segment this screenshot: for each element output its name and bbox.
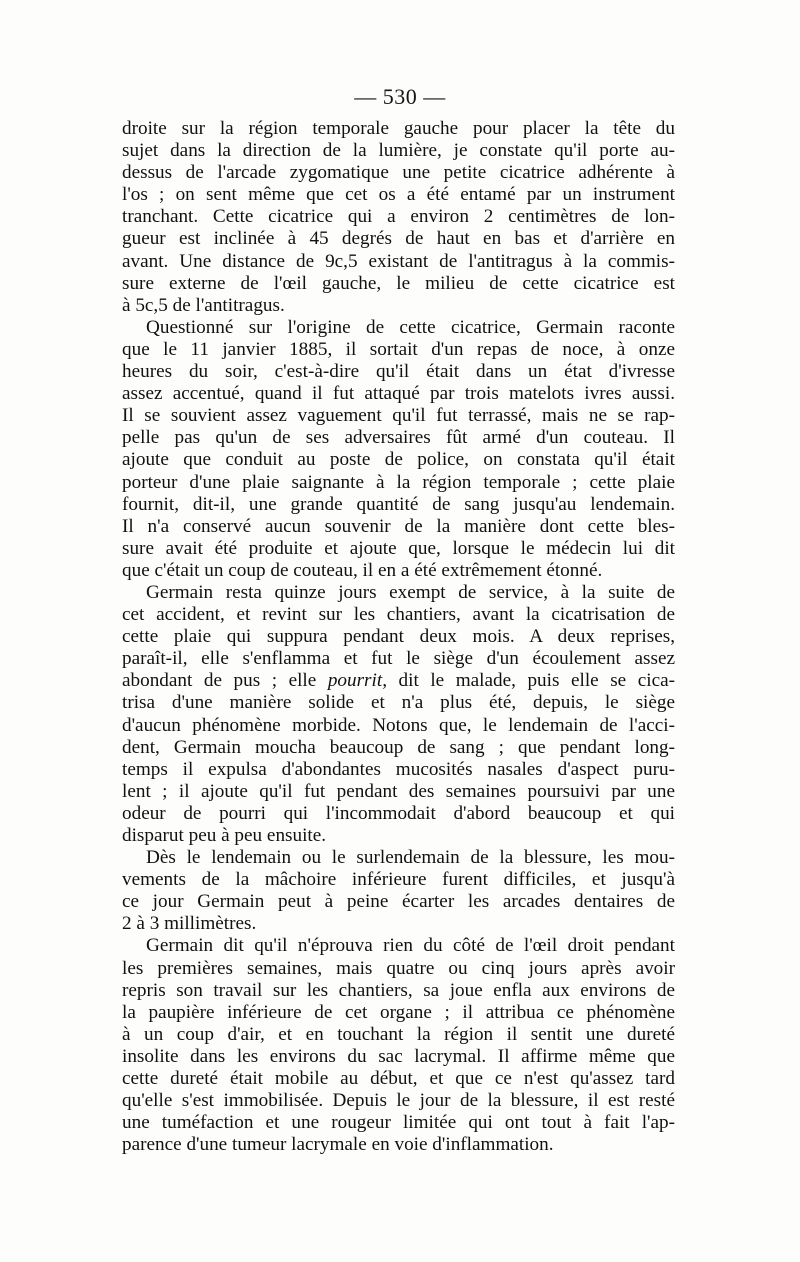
paragraph [122,118,675,317]
text-line: Il n'a conservé aucun souvenir de la manière dont cette bles- [122,515,675,537]
text-line: insolite dans les environs du sac lacrymal. Il affirme même que [122,1045,675,1067]
text-line: à un coup d'air, et en touchant la région il sentit une dureté [122,1023,675,1045]
text-line: temps il expulsa d'abondantes mucosités nasales d'aspect puru- [122,758,675,780]
text-line: Dès le lendemain ou le surlendemain de la blessure, les mou- [146,847,675,869]
text-line: avant. Une distance de 9c,5 existant de l'antitragus à la commis- [122,250,675,272]
text-line: paraît-il, elle s'enflamma et fut le siège d'un écoulement assez [122,648,675,670]
text-line: assez accentué, quand il fut attaqué par trois matelots ivres aussi. [122,383,675,405]
text-line: pelle pas qu'un de ses adversaires fût armé d'un couteau. Il [122,427,675,449]
body-text [122,118,675,1156]
text-line: abondant de pus ; elle pourrit, dit le malade, puis elle se cica- [122,670,675,692]
text-line: trisa d'une manière solide et n'a plus été, depuis, le siège [122,692,675,714]
text-line: la paupière inférieure de cet organe ; il attribua ce phénomène [122,1001,675,1023]
text-line: les premières semaines, mais quatre ou cinq jours après avoir [122,957,675,979]
text-line: lent ; il ajoute qu'il fut pendant des semaines poursuivi par une [122,780,675,802]
text-line: une tuméfaction et une rougeur limitée qui ont tout à fait l'ap- [122,1112,675,1134]
text-line: gueur est inclinée à 45 degrés de haut en bas et d'arrière en [122,228,675,250]
text-line: Germain dit qu'il n'éprouva rien du côté de l'œil droit pendant [146,935,675,957]
text-line: dent, Germain moucha beaucoup de sang ; que pendant long- [122,736,675,758]
text-line: cette plaie qui suppura pendant deux mois. A deux reprises, [122,626,675,648]
text-line: droite sur la région temporale gauche pour placer la tête du [122,118,675,139]
text-line: que le 11 janvier 1885, il sortait d'un repas de noce, à onze [122,338,675,360]
text-line: ajoute que conduit au poste de police, on constata qu'il était [122,449,675,471]
text-line: sure avait été produite et ajoute que, lorsque le médecin lui dit [122,537,675,559]
page-number: — 530 — [354,84,446,109]
paragraph [122,847,675,935]
paragraph [122,582,675,847]
text-line: tranchant. Cette cicatrice qui a environ 2 centimètres de lon- [122,206,675,228]
paragraph [122,935,675,1156]
text-line: à 5c,5 de l'antitragus. [122,294,285,316]
text-line: fournit, dit-il, une grande quantité de sang jusqu'au lendemain. [122,493,675,515]
text-line: d'aucun phénomène morbide. Notons que, le lendemain de l'acci- [122,714,675,736]
text-line: Il se souvient assez vaguement qu'il fut terrassé, mais ne se rap- [122,405,675,427]
text-line: que c'était un coup de couteau, il en a été extrêmement étonné. [122,559,603,581]
text-line: porteur d'une plaie saignante à la région temporale ; cette plaie [122,471,675,493]
text-line: qu'elle s'est immobilisée. Depuis le jour de la blessure, il est resté [122,1090,675,1112]
text-line: vements de la mâchoire inférieure furent difficiles, et jusqu'à [122,869,675,891]
text-line: repris son travail sur les chantiers, sa joue enfla aux environs de [122,979,675,1001]
text-line: cet accident, et revint sur les chantiers, avant la cicatrisation de [122,604,675,626]
text-line: 2 à 3 millimètres. [122,913,257,935]
paragraph [122,317,675,582]
text-line: Germain resta quinze jours exempt de service, à la suite de [146,581,675,603]
text-line: sujet dans la direction de la lumière, je constate qu'il porte au- [122,140,675,162]
text-line: cette dureté était mobile au début, et que ce n'est qu'assez tard [122,1068,675,1090]
text-line: heures du soir, c'est-à-dire qu'il était dans un état d'ivresse [122,361,675,383]
text-line: sure externe de l'œil gauche, le milieu de cette cicatrice est [122,272,675,294]
text-line: parence d'une tumeur lacrymale en voie d'inflammation. [122,1134,554,1156]
text-line: l'os ; on sent même que cet os a été entamé par un instrument [122,184,675,206]
text-line: disparut peu à peu ensuite. [122,825,327,846]
text-line: dessus de l'arcade zygomatique une petite cicatrice adhérente à [122,162,675,184]
text-line: odeur de pourri qui l'incommodait d'abord beaucoup et qui [122,802,675,824]
text-line: ce jour Germain peut à peine écarter les arcades dentaires de [122,891,675,913]
text-line: Questionné sur l'origine de cette cicatrice, Germain raconte [146,316,675,338]
